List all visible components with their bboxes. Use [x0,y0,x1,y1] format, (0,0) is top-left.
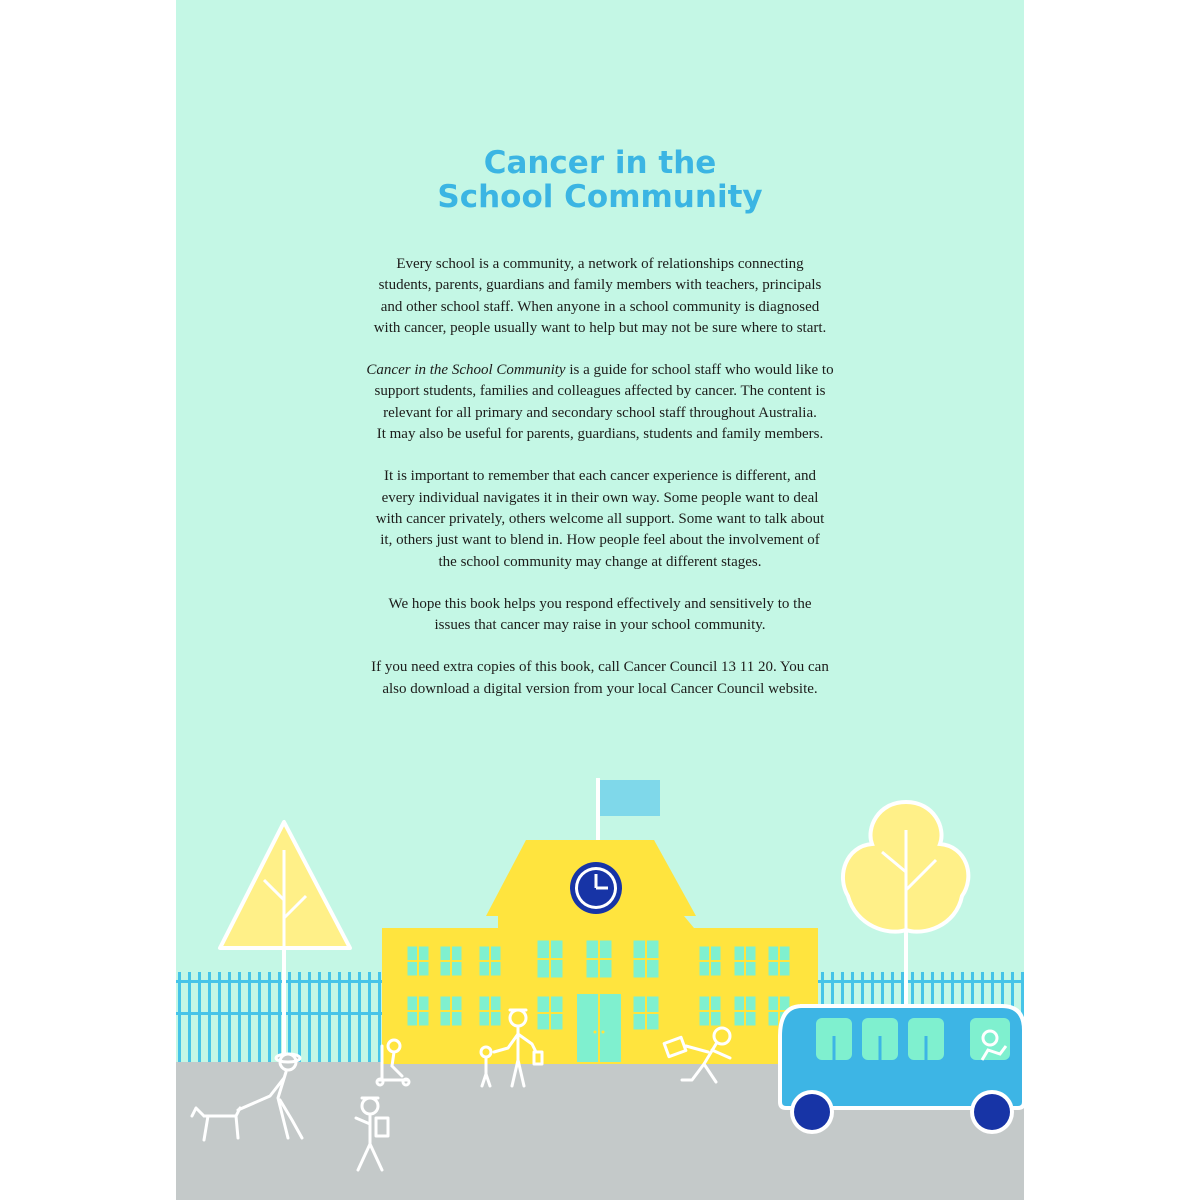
paragraph-3 [350,466,850,572]
text-fragment: is a guide for school staff who would like to [565,362,834,379]
text-line: relevant for all primary and secondary school staff throughout Australia. [383,404,817,421]
school-door [577,994,621,1062]
paragraph-2 [350,360,850,445]
text-line: Every school is a community, a network of relationships connecting [396,256,804,272]
document-page [176,0,1024,1200]
clock-icon [570,862,622,914]
text-line: with cancer privately, others welcome all support. Some want to talk about [375,510,825,527]
school-scene-illustration [176,740,1024,1200]
text-line: with cancer, people usually want to help but may not be sure where to start. [373,319,827,336]
text-line: issues that cancer may raise in your school community. [434,617,766,634]
text-line: and other school staff. When anyone in a school community is diagnosed [380,298,820,315]
text-line: If you need extra copies of this book, call Cancer Council 13 11 20. You can [371,659,829,676]
book-title-italic: Cancer in the School Community [366,362,566,379]
paragraph-4 [350,594,850,637]
text-line: We hope this book helps you respond effectively and sensitively to the [388,595,812,612]
page-title [176,146,1024,214]
paragraph-1 [350,254,850,339]
school-building-icon [382,840,818,1064]
intro-text [350,254,850,721]
text-line: the school community may change at different stages. [438,553,762,570]
text-line [350,360,850,381]
title-line-2: School Community [437,179,763,215]
text-line: students, parents, guardians and family members with teachers, principals [378,277,822,294]
text-line: support students, families and colleagues affected by cancer. The content is [374,383,826,400]
flag-icon [596,778,660,844]
text-line: every individual navigates it in their own way. Some people want to deal [381,489,819,506]
text-line: It may also be useful for parents, guardians, students and family members. [376,426,824,443]
text-line: it, others just want to blend in. How people feel about the involvement of [380,532,820,549]
text-line: It is important to remember that each cancer experience is different, and [383,468,817,485]
title-line-1: Cancer in the [483,145,717,181]
paragraph-5 [350,657,850,700]
text-line: also download a digital version from your local Cancer Council website. [382,680,818,697]
